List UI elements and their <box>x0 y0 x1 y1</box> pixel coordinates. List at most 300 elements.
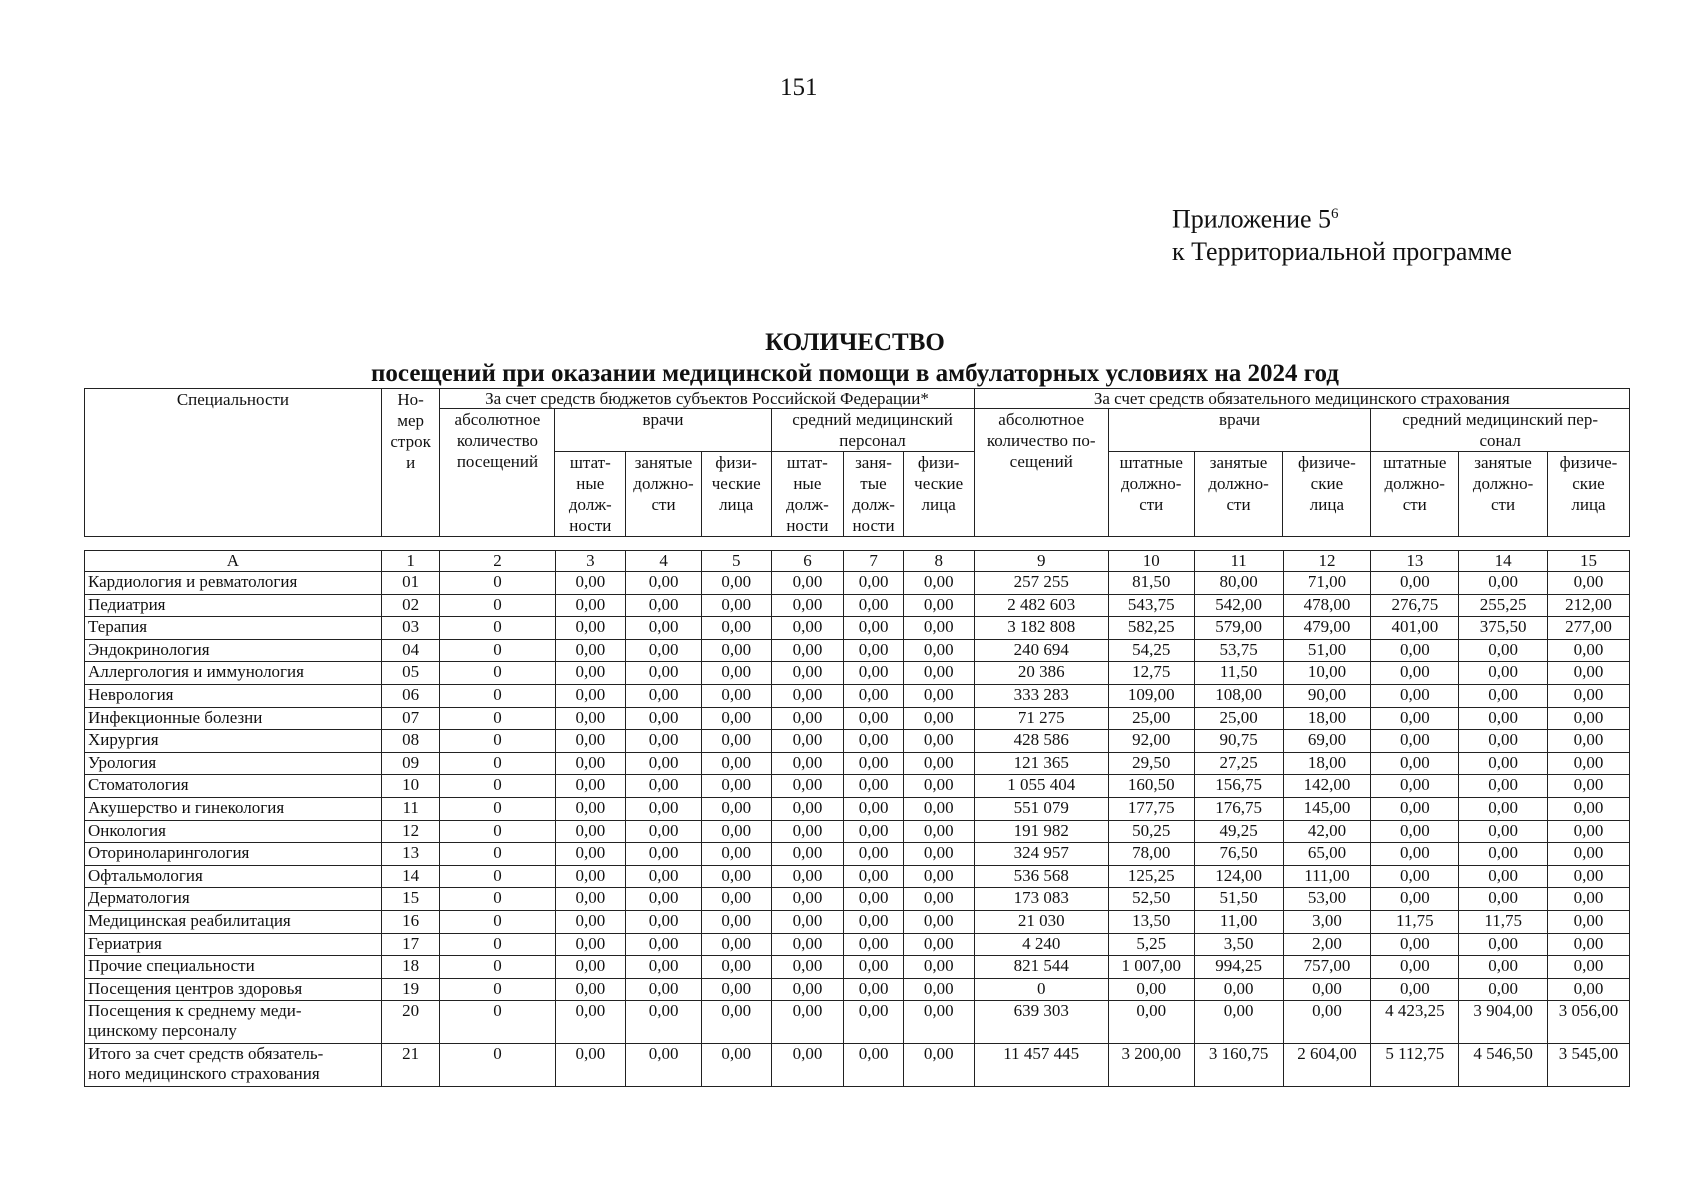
header-budget-doctors-occupied: занятые должно- сти <box>626 452 702 537</box>
table-row <box>85 639 1630 662</box>
table-cell: 0,00 <box>771 1001 844 1044</box>
table-cell: 0,00 <box>1459 662 1548 685</box>
table-cell: 20 <box>381 1001 440 1044</box>
header-budget-doctors-staff: штат- ные долж- ности <box>555 452 626 537</box>
table-cell: 2 482 603 <box>974 594 1108 617</box>
table-cell: 4 546,50 <box>1459 1044 1548 1087</box>
table-cell: 551 079 <box>974 797 1108 820</box>
row-specialty-name: Гериатрия <box>85 933 382 956</box>
table-cell: 0,00 <box>555 662 626 685</box>
table-cell: 324 957 <box>974 843 1108 866</box>
table-cell: 276,75 <box>1371 594 1459 617</box>
table-cell: 0,00 <box>903 752 974 775</box>
table-cell: 0,00 <box>771 1044 844 1087</box>
table-cell: 0,00 <box>844 820 904 843</box>
table-cell: 3,00 <box>1283 910 1371 933</box>
table-cell: 0,00 <box>701 888 771 911</box>
table-cell: 25,00 <box>1108 707 1194 730</box>
table-cell: 0,00 <box>626 752 702 775</box>
header-oms-mid-staff-positions: штатные должно- сти <box>1371 452 1459 537</box>
header-budget-doctors-persons: физи- ческие лица <box>701 452 771 537</box>
table-cell: 06 <box>381 684 440 707</box>
table-cell: 0,00 <box>1371 662 1459 685</box>
table-cell: 0,00 <box>771 730 844 753</box>
table-cell: 0,00 <box>844 888 904 911</box>
table-cell: 0,00 <box>771 956 844 979</box>
table-cell: 0,00 <box>1459 752 1548 775</box>
table-cell: 3 160,75 <box>1194 1044 1283 1087</box>
table-cell: 0,00 <box>1371 684 1459 707</box>
table-cell: 0,00 <box>771 888 844 911</box>
table-cell: 255,25 <box>1459 594 1548 617</box>
column-number: 8 <box>903 551 974 572</box>
table-cell: 0,00 <box>771 820 844 843</box>
table-row <box>85 730 1630 753</box>
table-cell: 0,00 <box>626 910 702 933</box>
column-number: 3 <box>555 551 626 572</box>
table-cell: 0,00 <box>1459 865 1548 888</box>
row-specialty-name: Хирургия <box>85 730 382 753</box>
table-cell: 53,75 <box>1194 639 1283 662</box>
header-oms-doctors-persons: физиче- ские лица <box>1283 452 1371 537</box>
table-cell: 177,75 <box>1108 797 1194 820</box>
table-cell: 108,00 <box>1194 684 1283 707</box>
table-cell: 0,00 <box>771 797 844 820</box>
table-cell: 0,00 <box>1548 572 1630 595</box>
table-cell: 0,00 <box>555 888 626 911</box>
table-cell: 0 <box>440 752 555 775</box>
table-cell: 0,00 <box>701 1001 771 1044</box>
table-row <box>85 1001 1630 1044</box>
column-number: 2 <box>440 551 555 572</box>
table-cell: 0,00 <box>1548 978 1630 1001</box>
row-specialty-name: Урология <box>85 752 382 775</box>
table-cell: 3 200,00 <box>1108 1044 1194 1087</box>
table-cell: 0,00 <box>771 684 844 707</box>
table-cell: 21 030 <box>974 910 1108 933</box>
table-cell: 0,00 <box>1459 730 1548 753</box>
table-cell: 0,00 <box>555 933 626 956</box>
table-cell: 09 <box>381 752 440 775</box>
column-number: 6 <box>771 551 844 572</box>
table-cell: 18,00 <box>1283 707 1371 730</box>
table-cell: 401,00 <box>1371 617 1459 640</box>
table-cell: 0,00 <box>771 843 844 866</box>
table-cell: 05 <box>381 662 440 685</box>
row-specialty-name: Инфекционные болезни <box>85 707 382 730</box>
column-number: 10 <box>1108 551 1194 572</box>
table-cell: 0,00 <box>555 639 626 662</box>
column-number: 4 <box>626 551 702 572</box>
table-cell: 124,00 <box>1194 865 1283 888</box>
table-cell: 0,00 <box>1548 639 1630 662</box>
table-cell: 0 <box>974 978 1108 1001</box>
table-cell: 80,00 <box>1194 572 1283 595</box>
document-title: КОЛИЧЕСТВО <box>765 329 945 356</box>
table-cell: 0,00 <box>555 820 626 843</box>
table-cell: 0,00 <box>555 730 626 753</box>
column-numbers-row <box>85 551 1630 572</box>
table-cell: 0,00 <box>701 843 771 866</box>
table-cell: 0,00 <box>1548 775 1630 798</box>
column-number: 7 <box>844 551 904 572</box>
table-cell: 0,00 <box>701 594 771 617</box>
table-cell: 54,25 <box>1108 639 1194 662</box>
table-cell: 12,75 <box>1108 662 1194 685</box>
table-cell: 0,00 <box>626 1001 702 1044</box>
table-cell: 994,25 <box>1194 956 1283 979</box>
table-cell: 0,00 <box>626 956 702 979</box>
table-cell: 0 <box>440 820 555 843</box>
header-row-number: Но- мер строк и <box>381 389 440 537</box>
table-cell: 0,00 <box>1548 843 1630 866</box>
table-row <box>85 684 1630 707</box>
table-cell: 757,00 <box>1283 956 1371 979</box>
table-cell: 0,00 <box>555 956 626 979</box>
table-cell: 0 <box>440 888 555 911</box>
table-cell: 0,00 <box>626 639 702 662</box>
table-cell: 3 182 808 <box>974 617 1108 640</box>
table-cell: 639 303 <box>974 1001 1108 1044</box>
row-specialty-name: Посещения центров здоровья <box>85 978 382 1001</box>
table-cell: 0,00 <box>1548 662 1630 685</box>
appendix-line-2: к Территориальной программе <box>1172 236 1512 266</box>
table-row <box>85 843 1630 866</box>
table-cell: 0,00 <box>844 1001 904 1044</box>
table-cell: 2 604,00 <box>1283 1044 1371 1087</box>
table-cell: 0 <box>440 978 555 1001</box>
table-cell: 0,00 <box>771 752 844 775</box>
table-cell: 69,00 <box>1283 730 1371 753</box>
table-cell: 0,00 <box>1371 707 1459 730</box>
table-row <box>85 1044 1630 1087</box>
header-budget-mid-persons: физи- ческие лица <box>903 452 974 537</box>
table-cell: 0,00 <box>701 1044 771 1087</box>
table-cell: 240 694 <box>974 639 1108 662</box>
table-cell: 0,00 <box>771 662 844 685</box>
table-cell: 0,00 <box>1459 775 1548 798</box>
table-cell: 14 <box>381 865 440 888</box>
table-cell: 0,00 <box>771 639 844 662</box>
table-cell: 111,00 <box>1283 865 1371 888</box>
table-cell: 0,00 <box>626 888 702 911</box>
table-cell: 0,00 <box>1371 797 1459 820</box>
table-cell: 0,00 <box>903 1044 974 1087</box>
table-cell: 0,00 <box>701 956 771 979</box>
table-cell: 5 112,75 <box>1371 1044 1459 1087</box>
table-cell: 4 240 <box>974 933 1108 956</box>
header-oms-doctors-staff: штатные должно- сти <box>1108 452 1194 537</box>
table-cell: 0,00 <box>555 707 626 730</box>
table-cell: 17 <box>381 933 440 956</box>
table-cell: 0,00 <box>1548 730 1630 753</box>
header-oms-doctors: врачи <box>1108 409 1370 452</box>
table-row <box>85 910 1630 933</box>
table-cell: 333 283 <box>974 684 1108 707</box>
table-cell: 11,75 <box>1459 910 1548 933</box>
table-cell: 0,00 <box>903 775 974 798</box>
table-cell: 03 <box>381 617 440 640</box>
table-cell: 3 904,00 <box>1459 1001 1548 1044</box>
header-budget-mid-staff-positions: штат- ные долж- ности <box>771 452 844 537</box>
table-cell: 13,50 <box>1108 910 1194 933</box>
table-cell: 42,00 <box>1283 820 1371 843</box>
table-cell: 0,00 <box>701 684 771 707</box>
table-cell: 0,00 <box>771 865 844 888</box>
table-cell: 0,00 <box>1459 820 1548 843</box>
table-cell: 0,00 <box>626 775 702 798</box>
table-row <box>85 707 1630 730</box>
table-cell: 51,00 <box>1283 639 1371 662</box>
table-cell: 542,00 <box>1194 594 1283 617</box>
table-cell: 20 386 <box>974 662 1108 685</box>
table-cell: 0 <box>440 1044 555 1087</box>
table-cell: 3 056,00 <box>1548 1001 1630 1044</box>
table-cell: 0,00 <box>771 910 844 933</box>
table-cell: 10 <box>381 775 440 798</box>
table-cell: 125,25 <box>1108 865 1194 888</box>
table-cell: 0,00 <box>903 617 974 640</box>
table-cell: 0,00 <box>903 572 974 595</box>
header-budget-mid-occupied: заня- тые долж- ности <box>844 452 904 537</box>
table-cell: 0,00 <box>1371 843 1459 866</box>
table-cell: 109,00 <box>1108 684 1194 707</box>
table-cell: 0,00 <box>771 933 844 956</box>
appendix-label: Приложение 5 <box>1172 204 1332 234</box>
table-cell: 0 <box>440 956 555 979</box>
table-cell: 0,00 <box>626 617 702 640</box>
row-specialty-name: Стоматология <box>85 775 382 798</box>
table-cell: 0 <box>440 662 555 685</box>
table-cell: 04 <box>381 639 440 662</box>
table-cell: 78,00 <box>1108 843 1194 866</box>
table-cell: 0,00 <box>903 797 974 820</box>
table-cell: 156,75 <box>1194 775 1283 798</box>
table-cell: 0 <box>440 707 555 730</box>
table-cell: 51,50 <box>1194 888 1283 911</box>
table-cell: 428 586 <box>974 730 1108 753</box>
table-cell: 0,00 <box>903 865 974 888</box>
table-cell: 11,00 <box>1194 910 1283 933</box>
table-cell: 0,00 <box>1459 978 1548 1001</box>
table-cell: 0 <box>440 639 555 662</box>
table-row <box>85 797 1630 820</box>
table-cell: 18,00 <box>1283 752 1371 775</box>
table-cell: 0,00 <box>626 594 702 617</box>
table-row <box>85 978 1630 1001</box>
table-cell: 0,00 <box>555 752 626 775</box>
document-subtitle: посещений при оказании медицинской помощи в амбулаторных условиях на 2024 год <box>371 360 1339 387</box>
table-cell: 0,00 <box>1371 572 1459 595</box>
table-cell: 0,00 <box>626 1044 702 1087</box>
header-oms-mid-occupied: занятые должно- сти <box>1459 452 1548 537</box>
row-specialty-name: Неврология <box>85 684 382 707</box>
table-cell: 0,00 <box>844 910 904 933</box>
table-cell: 0,00 <box>1371 888 1459 911</box>
header-budget-mid-staff: средний медицинский персонал <box>771 409 974 452</box>
table-row <box>85 594 1630 617</box>
header-budget-doctors: врачи <box>555 409 771 452</box>
table-cell: 2,00 <box>1283 933 1371 956</box>
table-row <box>85 752 1630 775</box>
table-cell: 0,00 <box>844 707 904 730</box>
table-cell: 0,00 <box>771 775 844 798</box>
table-cell: 71 275 <box>974 707 1108 730</box>
table-cell: 76,50 <box>1194 843 1283 866</box>
table-cell: 65,00 <box>1283 843 1371 866</box>
table-cell: 0,00 <box>1548 933 1630 956</box>
table-cell: 0,00 <box>771 978 844 1001</box>
table-cell: 191 982 <box>974 820 1108 843</box>
table-row <box>85 820 1630 843</box>
row-specialty-name: Кардиология и ревматология <box>85 572 382 595</box>
table-cell: 0,00 <box>1371 752 1459 775</box>
column-number: А <box>85 551 382 572</box>
table-cell: 0,00 <box>701 572 771 595</box>
table-cell: 92,00 <box>1108 730 1194 753</box>
table-cell: 0 <box>440 865 555 888</box>
table-header <box>84 388 1630 537</box>
table-cell: 0,00 <box>844 1044 904 1087</box>
table-cell: 0,00 <box>701 730 771 753</box>
table-cell: 0 <box>440 617 555 640</box>
table-cell: 16 <box>381 910 440 933</box>
row-specialty-name: Онкология <box>85 820 382 843</box>
table-cell: 0,00 <box>844 775 904 798</box>
table-cell: 0,00 <box>1548 910 1630 933</box>
table-cell: 257 255 <box>974 572 1108 595</box>
table-cell: 0,00 <box>701 820 771 843</box>
header-budget-absolute-visits: абсолютное количество посещений <box>440 409 555 537</box>
table-cell: 0,00 <box>1548 865 1630 888</box>
table-cell: 0,00 <box>1459 843 1548 866</box>
table-cell: 0,00 <box>844 865 904 888</box>
table-cell: 15 <box>381 888 440 911</box>
table-cell: 11 457 445 <box>974 1044 1108 1087</box>
row-specialty-name: Прочие специальности <box>85 956 382 979</box>
table-cell: 0,00 <box>903 888 974 911</box>
table-cell: 50,25 <box>1108 820 1194 843</box>
table-cell: 0,00 <box>903 730 974 753</box>
table-cell: 0,00 <box>1371 978 1459 1001</box>
table-cell: 3 545,00 <box>1548 1044 1630 1087</box>
table-cell: 0,00 <box>555 978 626 1001</box>
table-cell: 53,00 <box>1283 888 1371 911</box>
column-number: 15 <box>1548 551 1630 572</box>
header-specialties: Специальности <box>85 389 382 537</box>
table-cell: 0,00 <box>903 707 974 730</box>
table-cell: 0,00 <box>1459 684 1548 707</box>
table-cell: 27,25 <box>1194 752 1283 775</box>
table-cell: 0,00 <box>1548 956 1630 979</box>
table-cell: 0 <box>440 730 555 753</box>
table-cell: 0,00 <box>771 617 844 640</box>
table-cell: 0,00 <box>903 684 974 707</box>
table-cell: 0,00 <box>701 910 771 933</box>
table-cell: 0 <box>440 843 555 866</box>
table-cell: 0 <box>440 572 555 595</box>
table-cell: 0,00 <box>1194 1001 1283 1044</box>
table-cell: 11,75 <box>1371 910 1459 933</box>
table-cell: 0,00 <box>903 820 974 843</box>
table-cell: 0,00 <box>844 617 904 640</box>
table-cell: 0,00 <box>844 978 904 1001</box>
table-row <box>85 888 1630 911</box>
table-cell: 0,00 <box>701 752 771 775</box>
table-cell: 49,25 <box>1194 820 1283 843</box>
table-cell: 0,00 <box>555 684 626 707</box>
table-cell: 0,00 <box>701 978 771 1001</box>
table-cell: 0,00 <box>903 639 974 662</box>
table-cell: 0 <box>440 684 555 707</box>
table-cell: 0,00 <box>626 707 702 730</box>
table-cell: 0,00 <box>1108 1001 1194 1044</box>
table-cell: 0,00 <box>1371 639 1459 662</box>
table-cell: 0,00 <box>1371 956 1459 979</box>
table-cell: 10,00 <box>1283 662 1371 685</box>
table-cell: 0,00 <box>555 1001 626 1044</box>
table-cell: 0,00 <box>844 730 904 753</box>
table-cell: 536 568 <box>974 865 1108 888</box>
table-cell: 0,00 <box>903 843 974 866</box>
table-cell: 0,00 <box>626 572 702 595</box>
table-cell: 52,50 <box>1108 888 1194 911</box>
table-cell: 0,00 <box>555 617 626 640</box>
table-cell: 4 423,25 <box>1371 1001 1459 1044</box>
table-cell: 12 <box>381 820 440 843</box>
table-cell: 543,75 <box>1108 594 1194 617</box>
table-cell: 0,00 <box>771 594 844 617</box>
row-specialty-name: Аллергология и иммунология <box>85 662 382 685</box>
table-cell: 0,00 <box>903 662 974 685</box>
table-cell: 11 <box>381 797 440 820</box>
table-cell: 0 <box>440 1001 555 1044</box>
table-cell: 160,50 <box>1108 775 1194 798</box>
table-cell: 11,50 <box>1194 662 1283 685</box>
table-cell: 0,00 <box>555 843 626 866</box>
header-oms-absolute-visits: абсолютное количество по- сещений <box>974 409 1108 537</box>
table-cell: 0,00 <box>626 978 702 1001</box>
column-number: 14 <box>1459 551 1548 572</box>
table-cell: 0,00 <box>1283 978 1371 1001</box>
column-number: 9 <box>974 551 1108 572</box>
table-cell: 277,00 <box>1548 617 1630 640</box>
table-cell: 0,00 <box>1371 865 1459 888</box>
row-specialty-name: Акушерство и гинекология <box>85 797 382 820</box>
table-cell: 0,00 <box>701 707 771 730</box>
table-cell: 1 055 404 <box>974 775 1108 798</box>
row-specialty-name: Эндокринология <box>85 639 382 662</box>
table-cell: 0,00 <box>555 572 626 595</box>
table-cell: 13 <box>381 843 440 866</box>
table-cell: 0,00 <box>701 617 771 640</box>
table-cell: 07 <box>381 707 440 730</box>
row-specialty-name: Итого за счет средств обязатель- ного медицинского страхования <box>85 1044 382 1087</box>
column-number: 12 <box>1283 551 1371 572</box>
header-oms-funds: За счет средств обязательного медицинского страхования <box>974 389 1629 409</box>
table-cell: 0,00 <box>844 843 904 866</box>
table-cell: 0,00 <box>1548 888 1630 911</box>
table-cell: 0,00 <box>701 797 771 820</box>
table-cell: 0,00 <box>1371 775 1459 798</box>
row-specialty-name: Медицинская реабилитация <box>85 910 382 933</box>
header-budget-funds: За счет средств бюджетов субъектов Российской Федерации* <box>440 389 974 409</box>
table-cell: 0,00 <box>626 730 702 753</box>
table-cell: 0 <box>440 775 555 798</box>
table-cell: 08 <box>381 730 440 753</box>
table-cell: 478,00 <box>1283 594 1371 617</box>
table-cell: 173 083 <box>974 888 1108 911</box>
